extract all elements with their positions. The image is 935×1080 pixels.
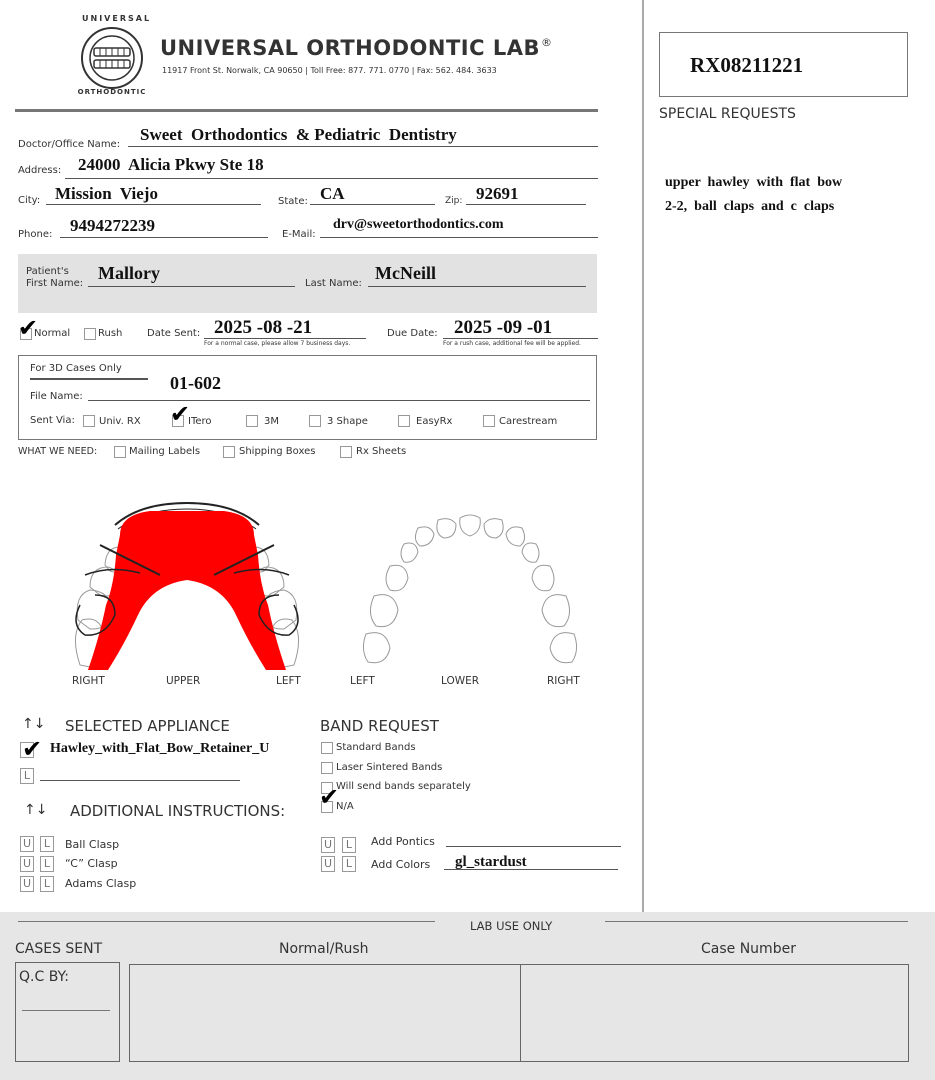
phone-line — [60, 237, 268, 238]
three-m-label: 3M — [264, 416, 279, 427]
lower-right-label: RIGHT — [547, 675, 580, 687]
email-line — [320, 237, 598, 238]
file-name-value[interactable]: 01-602 — [170, 373, 221, 393]
itero-check-mark: ✔ — [170, 400, 191, 428]
phone-label: Phone: — [18, 229, 53, 240]
laser-sintered-checkbox[interactable] — [321, 762, 333, 774]
normal-rush-box[interactable] — [129, 964, 521, 1062]
due-date-value[interactable]: 2025 -09 -01 — [454, 317, 553, 338]
state-label: State: — [278, 196, 308, 207]
add-colors-label: Add Colors — [371, 858, 431, 871]
c-clasp-u-box[interactable]: U — [20, 856, 34, 872]
upper-label: UPPER — [166, 675, 201, 687]
appliance-upper-value[interactable]: Hawley_with_Flat_Bow_Retainer_U — [50, 741, 270, 756]
zip-value[interactable]: 92691 — [476, 184, 519, 203]
appliance-check-mark: ✔ — [22, 735, 43, 763]
office-line — [128, 146, 598, 147]
laser-sintered-label: Laser Sintered Bands — [336, 762, 443, 773]
lab-divider-left — [18, 921, 435, 922]
special-requests-title: SPECIAL REQUESTS — [659, 106, 796, 122]
email-label: E-Mail: — [282, 229, 316, 240]
registered-mark: ® — [541, 36, 552, 49]
special-requests-line2: 2-2, ball claps and c claps — [665, 199, 835, 214]
c-clasp-label: “C” Clasp — [65, 857, 118, 870]
standard-bands-checkbox[interactable] — [321, 742, 333, 754]
appliance-l-box[interactable]: L — [20, 768, 34, 784]
band-na-label: N/A — [336, 801, 354, 812]
header-divider — [15, 109, 598, 112]
rush-checkbox[interactable] — [84, 328, 96, 340]
date-sent-note: For a normal case, please allow 7 business days. — [204, 340, 351, 347]
due-date-label: Due Date: — [387, 328, 438, 339]
state-value[interactable]: CA — [320, 184, 345, 203]
city-line — [46, 204, 261, 205]
adams-clasp-l-box[interactable]: L — [40, 876, 54, 892]
logo-bottom-text: ORTHODONTIC — [77, 88, 147, 96]
add-pontics-line[interactable] — [446, 846, 621, 847]
band-request-title: BAND REQUEST — [320, 717, 439, 735]
city-label: City: — [18, 195, 41, 206]
additional-instructions-title: ADDITIONAL INSTRUCTIONS: — [70, 802, 286, 820]
normal-rush-label: Normal/Rush — [279, 941, 369, 957]
univ-rx-checkbox[interactable] — [83, 415, 95, 427]
upper-left-label: LEFT — [276, 675, 301, 687]
rx-number-box — [659, 32, 908, 97]
case-number-box[interactable] — [520, 964, 909, 1062]
last-name-value[interactable]: McNeill — [375, 263, 436, 283]
lab-use-title: LAB USE ONLY — [470, 919, 553, 933]
upper-arch-diagram[interactable] — [60, 495, 320, 675]
first-name-line — [88, 286, 295, 287]
add-colors-value[interactable]: gl_stardust — [455, 854, 527, 870]
three-shape-label: 3 Shape — [327, 416, 368, 427]
what-we-need-label: WHAT WE NEED: — [18, 446, 98, 457]
column-divider — [642, 0, 644, 912]
lab-logo — [72, 14, 152, 98]
special-requests-line1: upper hawley with flat bow — [665, 175, 843, 190]
selected-appliance-title: SELECTED APPLIANCE — [65, 717, 230, 735]
file-name-label: File Name: — [30, 391, 83, 402]
pontics-l-box[interactable]: L — [342, 837, 356, 853]
zip-label: Zip: — [445, 196, 463, 206]
last-name-line — [368, 286, 586, 287]
carestream-checkbox[interactable] — [483, 415, 495, 427]
office-value[interactable]: Sweet Orthodontics & Pediatric Dentistry — [140, 125, 457, 144]
colors-l-box[interactable]: L — [342, 856, 356, 872]
address-value[interactable]: 24000 Alicia Pkwy Ste 18 — [78, 155, 264, 174]
first-name-value[interactable]: Mallory — [98, 263, 160, 283]
ball-clasp-l-box[interactable]: L — [40, 836, 54, 852]
c-clasp-l-box[interactable]: L — [40, 856, 54, 872]
shipping-boxes-label: Shipping Boxes — [239, 446, 316, 457]
case-number-label: Case Number — [701, 941, 796, 957]
patient-first-label-2: First Name: — [26, 278, 84, 289]
city-value[interactable]: Mission Viejo — [55, 184, 158, 203]
standard-bands-label: Standard Bands — [336, 742, 416, 753]
pontics-u-box[interactable]: U — [321, 837, 335, 853]
rx-sheets-checkbox[interactable] — [340, 446, 352, 458]
sent-via-label: Sent Via: — [30, 415, 75, 426]
univ-rx-label: Univ. RX — [99, 416, 141, 427]
upper-acrylic-highlight — [88, 511, 286, 670]
date-sent-value[interactable]: 2025 -08 -21 — [214, 317, 313, 338]
lab-name: UNIVERSAL ORTHODONTIC LAB — [160, 36, 540, 60]
patient-first-label-1: Patient's — [26, 266, 69, 277]
phone-value[interactable]: 9494272239 — [70, 216, 155, 235]
colors-u-box[interactable]: U — [321, 856, 335, 872]
qc-signature-line — [22, 1010, 110, 1011]
file-name-line — [88, 400, 590, 401]
three-d-title-underline — [30, 378, 148, 380]
email-value[interactable]: drv@sweetorthodontics.com — [333, 217, 504, 232]
mailing-labels-label: Mailing Labels — [129, 446, 201, 457]
easyrx-checkbox[interactable] — [398, 415, 410, 427]
send-separately-label: Will send bands separately — [336, 781, 471, 792]
normal-check-mark: ✔ — [18, 314, 39, 342]
mailing-labels-checkbox[interactable] — [114, 446, 126, 458]
logo-top-text: UNIVERSAL — [82, 14, 152, 23]
shipping-boxes-checkbox[interactable] — [223, 446, 235, 458]
due-date-note: For a rush case, additional fee will be applied. — [443, 340, 581, 347]
qc-by-label: Q.C BY: — [19, 969, 69, 985]
up-down-arrows-icon-2: ↑↓ — [24, 802, 48, 818]
office-label: Doctor/Office Name: — [18, 139, 121, 150]
lab-divider-right — [605, 921, 908, 922]
address-line — [65, 178, 598, 179]
normal-label: Normal — [34, 328, 71, 339]
up-down-arrows-icon: ↑↓ — [22, 716, 46, 732]
easyrx-label: EasyRx — [416, 416, 453, 427]
cases-sent-label: CASES SENT — [15, 941, 103, 957]
last-name-label: Last Name: — [305, 278, 362, 289]
rx-sheets-label: Rx Sheets — [356, 446, 407, 457]
three-m-checkbox[interactable] — [246, 415, 258, 427]
band-na-check-mark: ✔ — [319, 783, 340, 811]
carestream-label: Carestream — [499, 416, 558, 427]
appliance-lower-line — [40, 780, 240, 781]
address-label: Address: — [18, 165, 62, 176]
adams-clasp-u-box[interactable]: U — [20, 876, 34, 892]
date-sent-label: Date Sent: — [147, 328, 201, 339]
lower-arch-diagram[interactable] — [360, 510, 580, 670]
lower-left-label: LEFT — [350, 675, 375, 687]
lab-address: 11917 Front St. Norwalk, CA 90650 | Toll Free: 877. 771. 0770 | Fax: 562. 484. 3633 — [162, 66, 497, 75]
state-line — [310, 204, 435, 205]
add-pontics-label: Add Pontics — [371, 835, 435, 848]
three-d-title: For 3D Cases Only — [30, 363, 122, 374]
rush-label: Rush — [98, 328, 123, 339]
adams-clasp-label: Adams Clasp — [65, 877, 137, 890]
lower-label: LOWER — [441, 675, 480, 687]
ball-clasp-u-box[interactable]: U — [20, 836, 34, 852]
itero-label: ITero — [188, 416, 212, 427]
zip-line — [466, 204, 586, 205]
ball-clasp-label: Ball Clasp — [65, 838, 120, 851]
upper-right-label: RIGHT — [72, 675, 105, 687]
rx-number: RX08211221 — [690, 53, 804, 77]
three-shape-checkbox[interactable] — [309, 415, 321, 427]
